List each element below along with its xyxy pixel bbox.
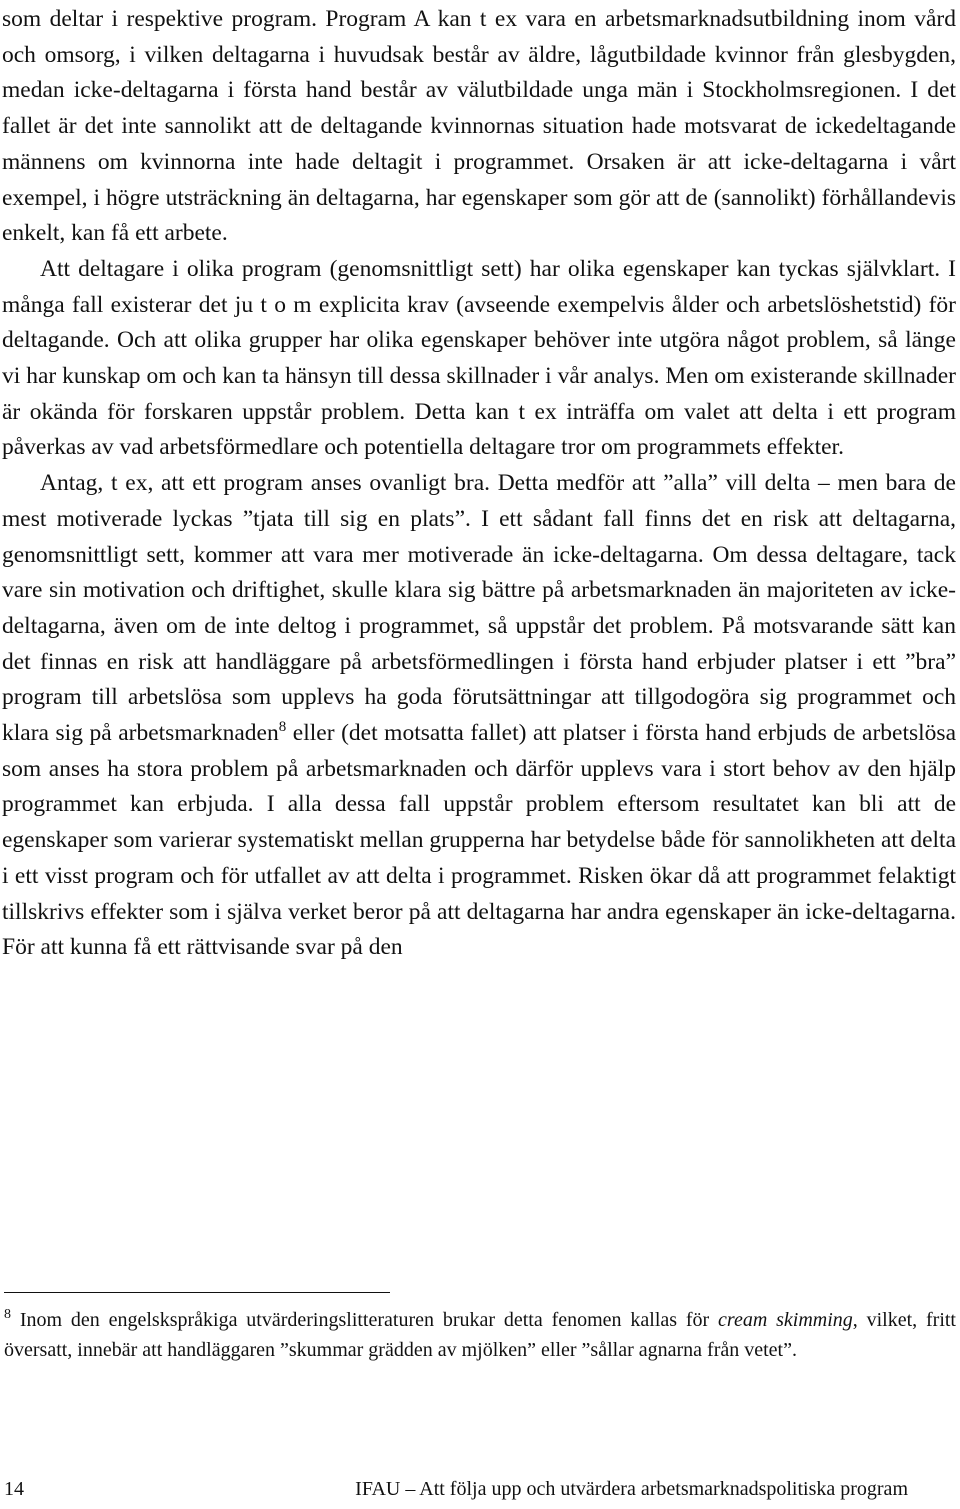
body-text xyxy=(2,2,956,966)
footer-title: IFAU – Att följa upp och utvärdera arbetsmarknadspolitiska program xyxy=(355,1478,908,1500)
footnote-divider xyxy=(4,1292,390,1293)
footnote-reference[interactable]: 8 xyxy=(278,719,287,736)
paragraph-1: som deltar i respektive program. Program A kan t ex vara en arbetsmarknadsutbildning inom vård och omsorg, i vilken deltagarna i huvudsak består av äldre, lågutbildade kvinnor från glesbygden, medan icke-deltagarna i första hand består av välutbildade unga män i Stockholmsregionen. I det fallet är det inte sannolikt att de deltagande kvinnornas situation hade motsvarat de ickedeltagande männens om kvinnorna inte hade deltagit i programmet. Orsaken är att icke-deltagarna i vårt exempel, i högre utsträckning än deltagarna, har egenskaper som gör att de (sannolikt) förhållandevis enkelt, kan få ett arbete. xyxy=(2,6,956,247)
page-footer xyxy=(4,1478,956,1504)
footnote-term: cream skimming xyxy=(718,1309,853,1331)
footnote-number: 8 xyxy=(4,1307,11,1322)
footnote-text-1: Inom den engelskspråkiga utvärderingslitteraturen brukar detta fenomen kallas för xyxy=(11,1309,719,1331)
footnote-text-2: , vilket, fritt översatt, innebär att handläggaren ”skummar grädden av mjölken” eller ”sållar agnarna från vetet”. xyxy=(4,1309,956,1361)
page-number: 14 xyxy=(4,1478,24,1500)
paragraph-3-part-1: Antag, t ex, att ett program anses ovanligt bra. Detta medför att ”alla” vill delta – men bara de mest motiverade lyckas ”tjata till sig en plats”. I ett sådant fall finns det en risk att deltagarna, genomsnittligt sett, kommer att vara mer motiverade än icke-deltagarna. Om dessa deltagare, tack vare sin motivation och driftighet, skulle klara sig bättre på arbetsmarknaden än majoriteten av icke-deltagarna, även om de inte deltog i programmet, så uppstår det problem. På motsvarande sätt kan det finnas en risk att handläggare på arbetsförmedlingen i första hand erbjuder platser i ett ”bra” program till arbetslösa som upplevs ha goda förutsättningar att tillgodogöra sig programmet och klara sig på arbetsmarknaden xyxy=(2,470,956,747)
footnote xyxy=(4,1306,956,1365)
paragraph-2: Att deltagare i olika program (genomsnittligt sett) har olika egenskaper kan tyckas självklart. I många fall existerar det ju t o m explicita krav (avseende exempelvis ålder och arbetslöshetstid) för deltagande. Och att olika grupper har olika egenskaper behöver inte utgöra något problem, så länge vi har kunskap om och kan ta hänsyn till dessa skillnader i vår analys. Men om existerande skillnader är okända för forskaren uppstår problem. Detta kan t ex inträffa om valet att delta i ett program påverkas av vad arbetsförmedlare och potentiella deltagare tror om programmets effekter. xyxy=(2,255,956,461)
paragraph-3-part-2: eller (det motsatta fallet) att platser i första hand erbjuds de arbetslösa som anses ha stora problem på arbetsmarknaden och därför upplevs vara i stort behov av den hjälp programmet kan erbjuda. I alla dessa fall uppstår problem eftersom resultatet kan bli att de egenskaper som varierar systematiskt mellan grupperna har betydelse både för sannolikheten att delta i ett visst program och för utfallet av att delta i programmet. Risken ökar då att programmet felaktigt tillskrivs effekter som i själva verket beror på att deltagarna har andra egenskaper än icke-deltagarna. För att kunna få ett rättvisande svar på den xyxy=(2,720,957,961)
paragraph-3 xyxy=(2,466,956,966)
